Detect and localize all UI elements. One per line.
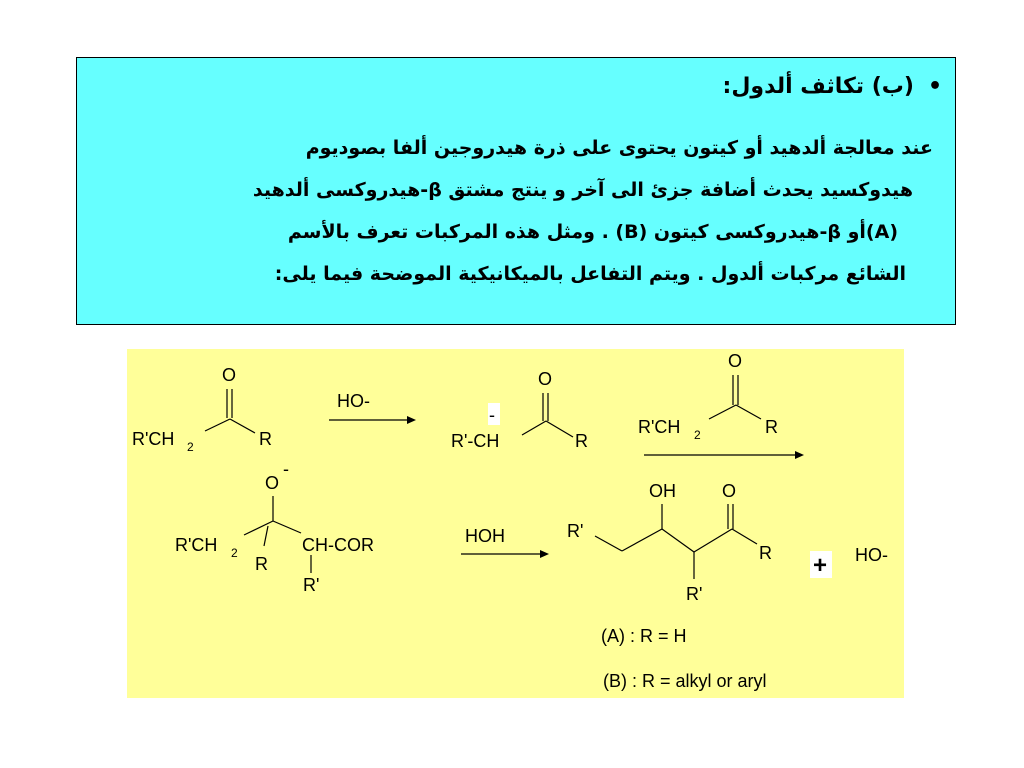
- bond-ch2-c: [205, 419, 230, 431]
- carbonyl-oxygen-label: O: [722, 481, 737, 501]
- rch2-subscript: 2: [187, 440, 194, 454]
- rprime-left-label: R': [567, 521, 584, 541]
- paragraph-line-2: هيدوكسيد يحدث أضافة جزئ الى آخر و ينتج مشتق β-هيدروكسى ألدهيد: [252, 179, 913, 201]
- carbonyl-oxygen-label: O: [222, 365, 237, 385]
- reaction-arrow-1: [329, 391, 416, 424]
- rch-label: R'-CH: [451, 431, 500, 451]
- r-group-label: R: [759, 543, 772, 563]
- alkoxide-intermediate: [175, 459, 374, 595]
- plus-sign: +: [813, 552, 828, 579]
- rch2-subscript: 2: [231, 546, 238, 560]
- section-heading: [723, 74, 942, 99]
- arrow-head-icon: [407, 416, 416, 424]
- bond-c-ch: [273, 521, 301, 533]
- r-group-label: R: [765, 417, 778, 437]
- reactant-ketone-2: [638, 351, 804, 459]
- bond-c-r: [230, 419, 255, 433]
- bond-ch2-choh: [622, 529, 662, 551]
- alkoxide-oxygen-label: O: [265, 473, 280, 493]
- reaction-scheme: [127, 349, 904, 698]
- enolate-anion: [451, 369, 588, 451]
- bond-choh-ch: [662, 529, 694, 552]
- paragraph-line-1: عند معالجة ألدهيد أو كيتون يحتوى على ذرة هيدروجين ألفا بصوديوم: [305, 137, 933, 159]
- carbanion-charge-label: -: [489, 405, 495, 425]
- r-group-label: R: [575, 431, 588, 451]
- hydroxide-product-label: HO-: [855, 545, 888, 565]
- reaction-scheme-svg: [127, 349, 904, 698]
- ch-cor-label: CH-COR: [302, 535, 374, 555]
- bond-ch2-c: [709, 405, 736, 419]
- rch2-label: R'CH: [638, 417, 681, 437]
- rch2-label: R'CH: [132, 429, 175, 449]
- text-box: [76, 57, 956, 325]
- rprime-bottom-label: R': [686, 584, 703, 604]
- bond-ch-co: [694, 529, 732, 552]
- r-group-label: R: [259, 429, 272, 449]
- bond-c-r: [546, 421, 573, 437]
- hydroxyl-label: OH: [649, 481, 676, 501]
- aldol-product: [567, 481, 772, 604]
- reactant-ketone-1: [132, 365, 272, 454]
- arrow-head-icon: [795, 451, 804, 459]
- bond-rprime-ch2: [595, 536, 622, 551]
- alkoxide-charge-label: -: [283, 459, 289, 479]
- reaction-arrow-2: [461, 526, 549, 558]
- rch2-subscript: 2: [694, 428, 701, 442]
- rprime-label: R': [303, 575, 320, 595]
- bond-c-r: [736, 405, 761, 419]
- bond-c-r: [264, 526, 268, 546]
- heading-title: (ب) تكاثف ألدول:: [722, 74, 914, 99]
- note-a: (A) : R = H: [601, 626, 687, 646]
- carbonyl-oxygen-label: O: [728, 351, 743, 371]
- carbonyl-oxygen-label: O: [538, 369, 553, 389]
- paragraph-line-4: الشائع مركبات ألدول . ويتم التفاعل بالميكانيكية الموضحة فيما يلى:: [274, 263, 906, 285]
- reagent-water-label: HOH: [465, 526, 505, 546]
- bond-ch-c: [522, 421, 546, 435]
- r-group-label: R: [255, 554, 268, 574]
- rch2-label: R'CH: [175, 535, 218, 555]
- bond-c-r: [732, 529, 757, 544]
- note-b: (B) : R = alkyl or aryl: [603, 671, 767, 691]
- bullet-icon: •: [927, 74, 942, 99]
- paragraph-line-3: (A)أو β-هيدروكسى كيتون (B) . ومثل هذه المركبات تعرف بالأسم: [287, 221, 898, 243]
- bond-ch2-c: [244, 521, 273, 535]
- reagent-hydroxide-label: HO-: [337, 391, 370, 411]
- arrow-head-icon: [540, 550, 549, 558]
